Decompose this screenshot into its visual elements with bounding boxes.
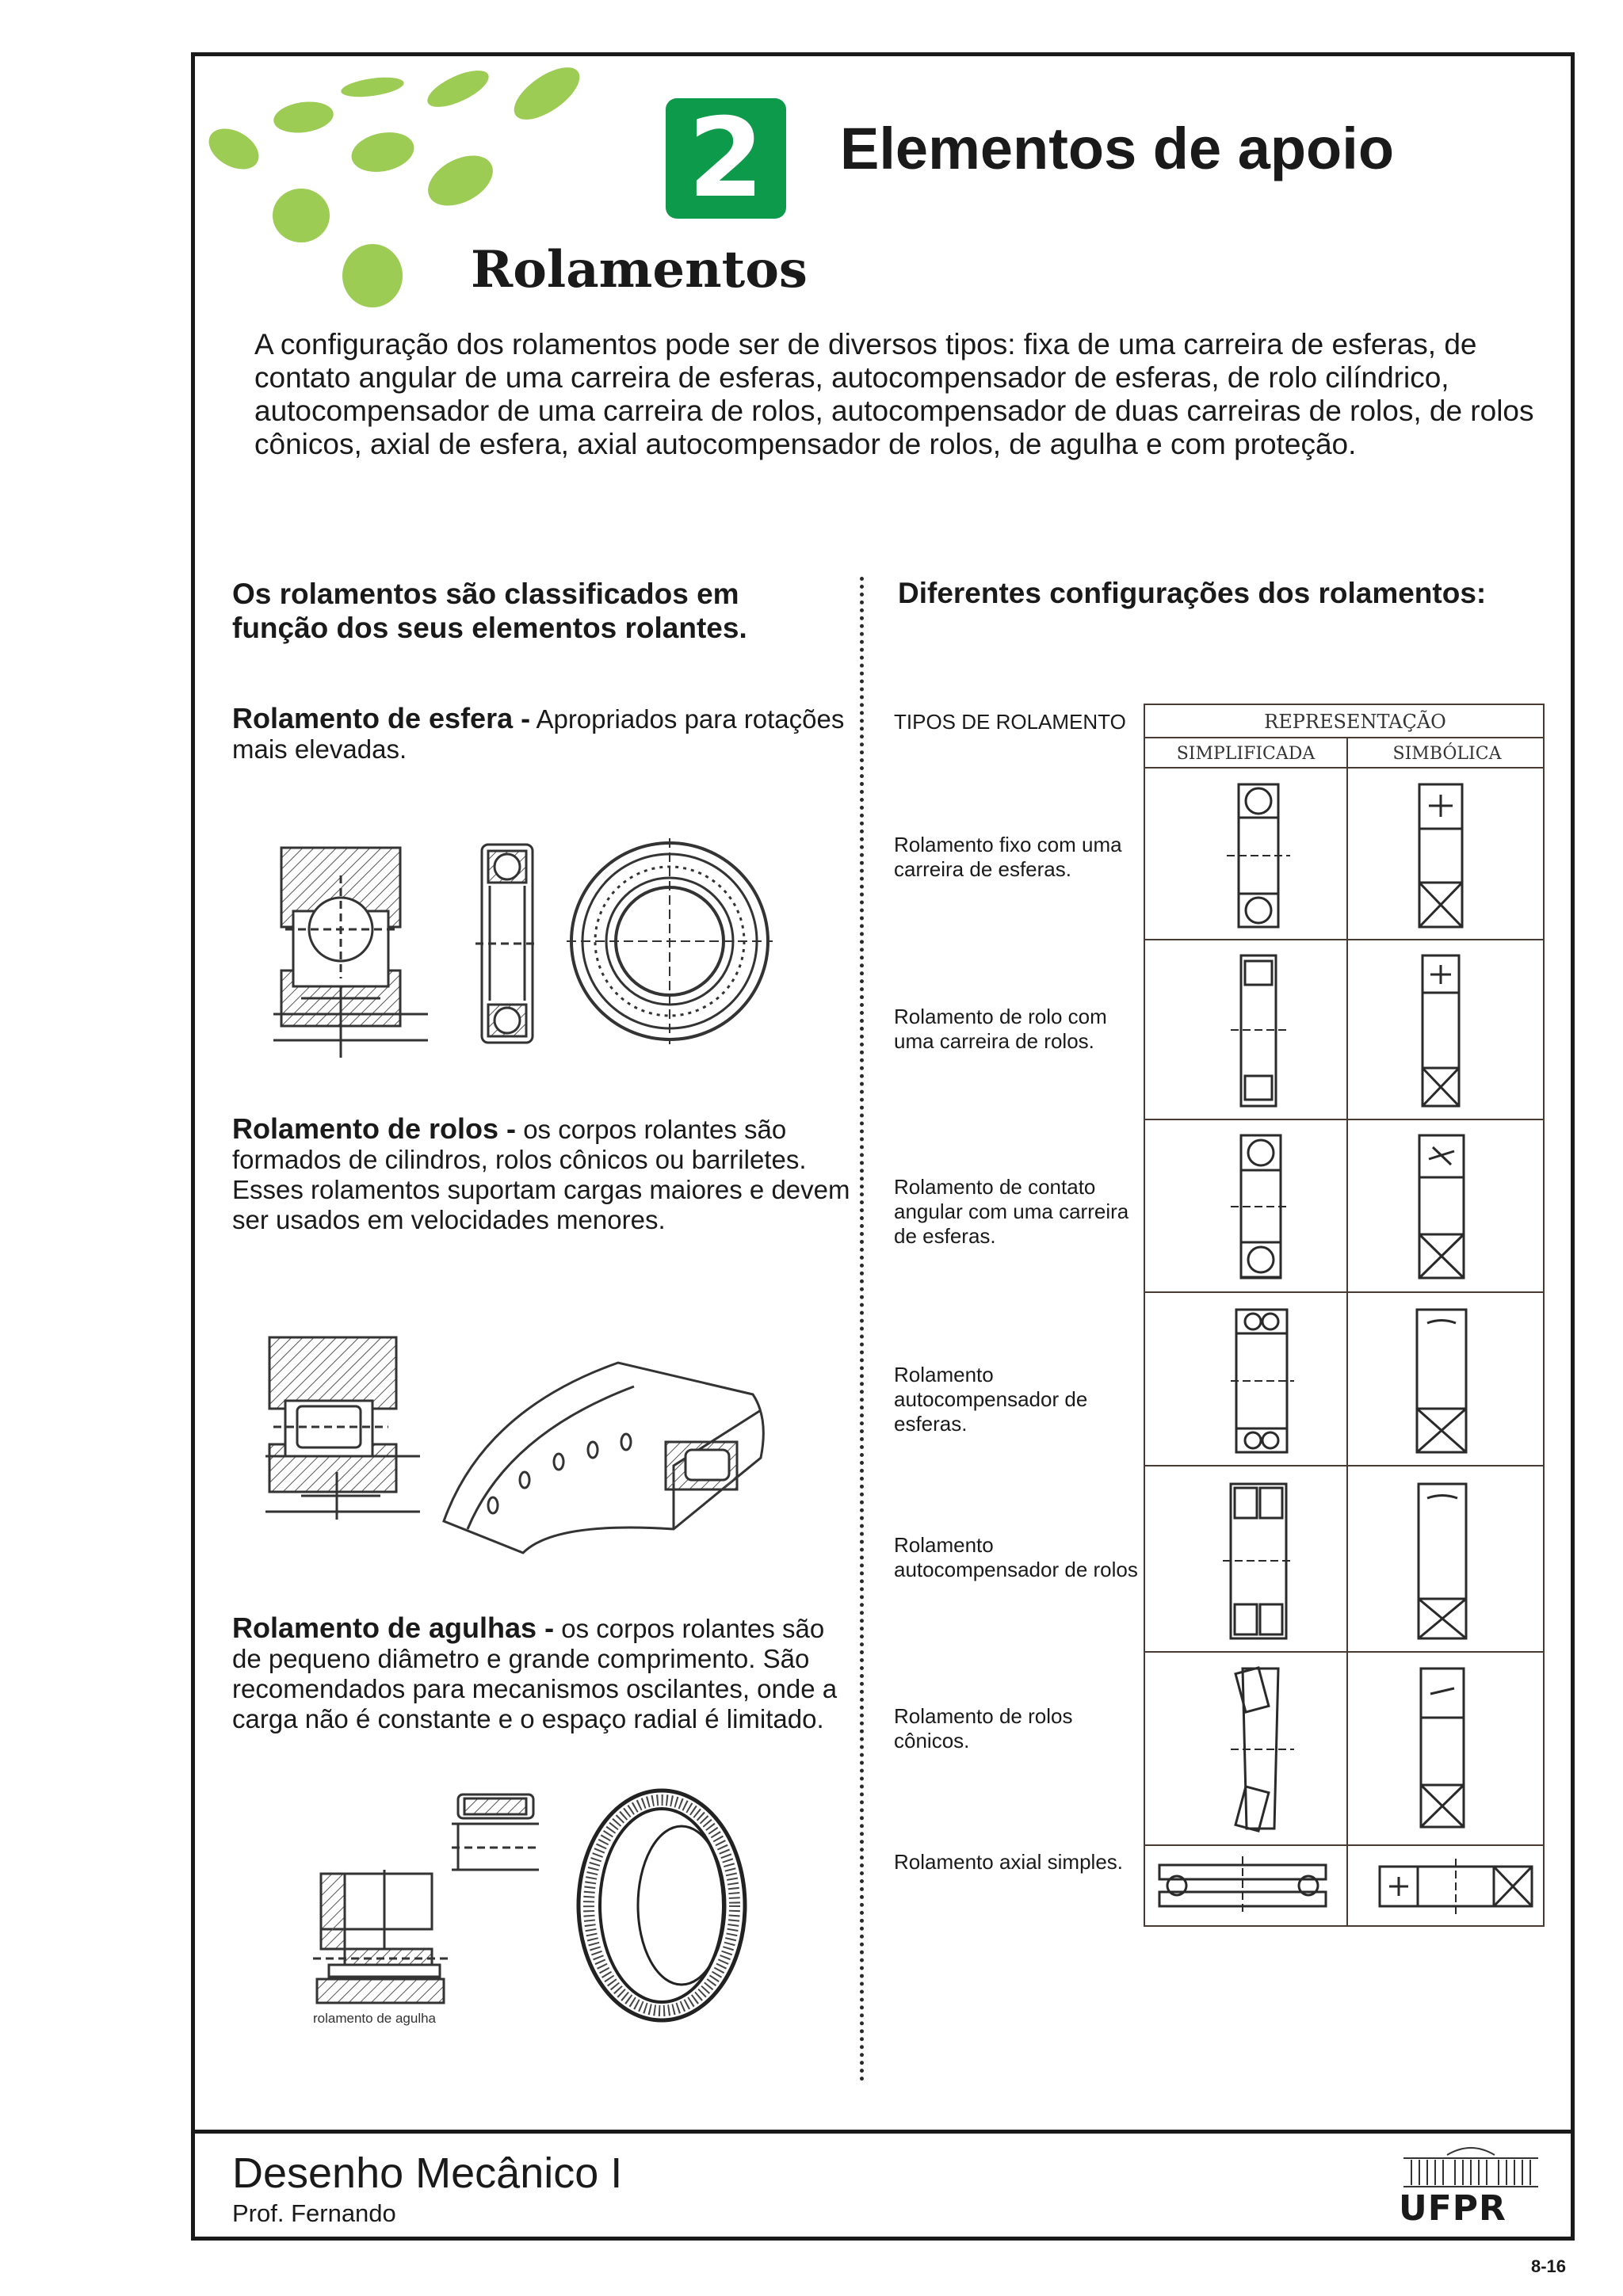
dot [419,146,501,216]
ball-bearing-section-figure [269,836,444,1062]
roller-bearing-section-figure [262,1333,420,1524]
table-types-label: TIPOS DE ROLAMENTO [894,710,1126,734]
dot [273,189,330,242]
dot [422,63,494,114]
ufpr-building-logo [1400,2141,1542,2190]
row-label-tapered-roller: Rolamento de rolos cônicos. [894,1704,1073,1753]
symbolic-angular-contact-symbol [1419,1135,1464,1278]
course-title: Desenho Mecânico I [232,2149,623,2197]
roller-bearing-paragraph [232,1114,850,1235]
roller-bearing-text: os corpos rolantes são formados de cilindros, rolos cônicos ou barriletes. Esses rolamentos suportam cargas maiores e devem ser usados em velocidades menores. [232,1115,850,1234]
representation-header: REPRESENTAÇÃO [1264,711,1446,733]
roller-bearing-perspective-figure [436,1339,792,1561]
row-label-fixed-ball: Rolamento fixo com uma carreira de esferas. [894,833,1122,881]
simplified-roller-symbol [1231,955,1286,1106]
row-label-self-aligning-ball: Rolamento autocompensador de esferas. [894,1363,1088,1436]
ufpr-logo-text: UFPR [1399,2188,1507,2229]
row-label-self-aligning-roller: Rolamento autocompensador de rolos [894,1533,1138,1581]
needle-bearing-small-figure [452,1791,539,1878]
chapter-number-badge: 2 [666,98,786,219]
chapter-title: Elementos de apoio [840,116,1395,181]
row-label-thrust: Rolamento axial simples. [894,1850,1124,1874]
ball-bearing-front-figure [567,838,773,1044]
intro-paragraph: A configuração dos rolamentos pode ser de diversos tipos: fixa de uma carreira de esferas, de contato angular de uma carreira de esferas, autocompensador de esferas, de rolo cilíndrico, autocompensador de uma carreira de rolos, autocompensador de duas carreiras de rolos, de rolos cônicos, axial de esfera, axial autocompensador de rolos, de agulha e com proteção. [254,328,1534,460]
bearing-representation-table [1144,704,1545,1927]
ball-bearing-text: Apropriados para rotações mais elevadas. [232,704,845,764]
page-number: 8-16 [1531,2256,1567,2276]
dot [206,120,265,177]
simplified-fixed-ball-symbol [1227,784,1290,927]
row-label-cylindrical-roller: Rolamento de rolo com uma carreira de rolos. [894,1005,1107,1053]
column-divider [860,577,864,2082]
ball-bearing-side-figure [475,838,539,1048]
dot [340,74,405,101]
symbolic-self-aligning-ball-symbol [1417,1310,1466,1452]
needle-bearing-section-figure [313,1870,448,2012]
needle-bearing-term: Rolamento de agulhas - [232,1611,555,1644]
dot [342,244,403,307]
dot [348,127,418,177]
symbolic-header: SIMBÓLICA [1392,744,1502,764]
ball-bearing-paragraph [232,704,850,765]
symbolic-fixed-ball-symbol [1419,784,1462,927]
ball-bearing-term: Rolamento de esfera - [232,702,531,734]
symbolic-self-aligning-roller-symbol [1419,1484,1466,1638]
simplified-self-aligning-roller-symbol [1223,1484,1294,1638]
section-title: Rolamentos [471,240,808,299]
roller-bearing-term: Rolamento de rolos - [232,1112,517,1145]
row-label-angular-contact: Rolamento de contato angular com uma carreira de esferas. [894,1175,1129,1248]
needle-bearing-caption: rolamento de agulha [313,2011,437,2026]
professor-name: Prof. Fernando [232,2199,396,2227]
simplified-angular-contact-symbol [1231,1135,1290,1278]
needle-bearing-perspective-figure [571,1783,753,2028]
symbolic-roller-symbol [1423,955,1459,1106]
simplified-tapered-roller-symbol [1231,1668,1294,1831]
simplified-self-aligning-ball-symbol [1231,1310,1294,1452]
dot [506,63,588,130]
table-border [1144,704,1544,1926]
needle-bearing-text: os corpos rolantes são de pequeno diâmetro e grande comprimento. São recomendados para mecanismos oscilantes, onde a carga não é constante e o espaço radial é limitado. [232,1614,838,1733]
left-column-heading: Os rolamentos são classificados em função dos seus elementos rolantes. [232,578,747,644]
dot [272,98,336,136]
simplified-thrust-symbol [1159,1856,1326,1916]
footer-rule [191,2130,1575,2134]
needle-bearing-paragraph [232,1613,850,1734]
symbolic-tapered-roller-symbol [1421,1669,1464,1827]
right-column-heading: Diferentes configurações dos rolamentos: [898,577,1487,609]
simplified-header: SIMPLIFICADA [1176,744,1316,764]
symbolic-thrust-symbol [1380,1859,1532,1914]
